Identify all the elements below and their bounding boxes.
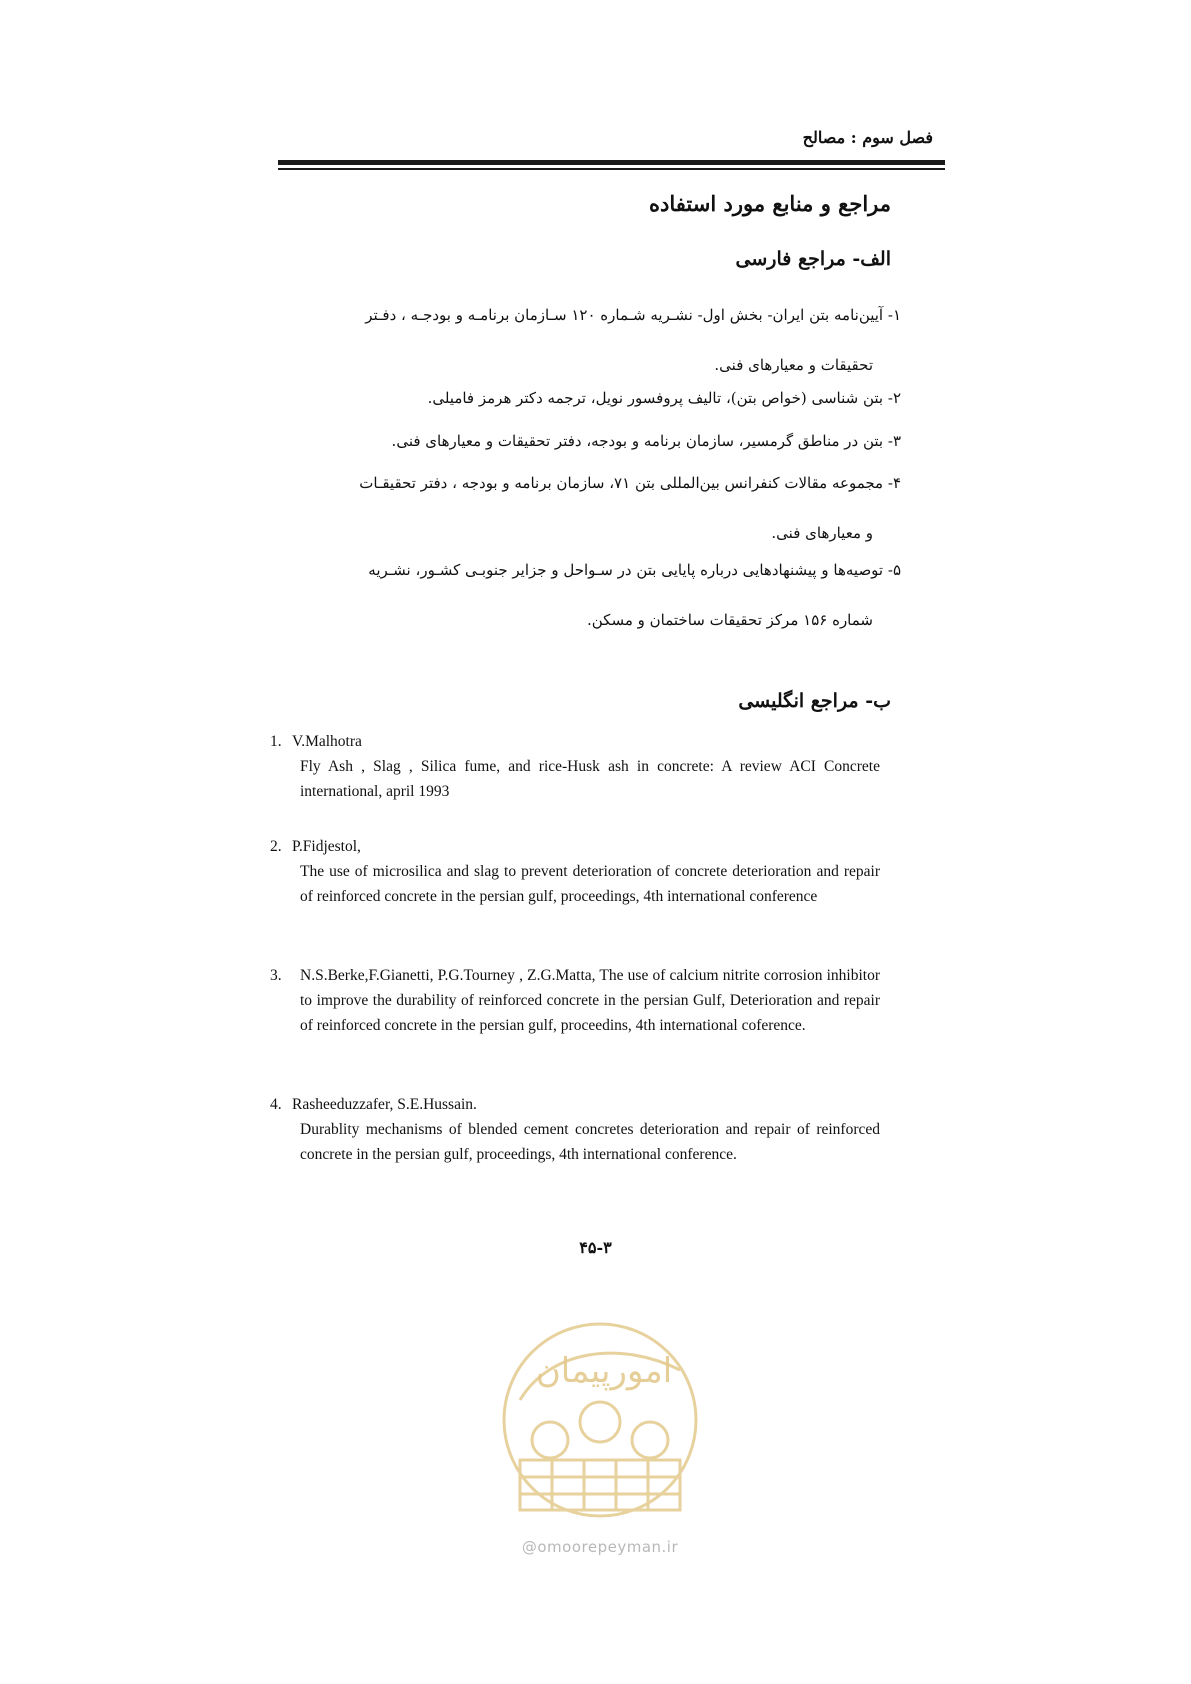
reference-text-continued: شماره ۱۵۶ مرکز تحقیقات ساختمان و مسکن. (586, 611, 873, 629)
references-heading: مراجع و منابع مورد استفاده (649, 191, 891, 216)
reference-body: The use of microsilica and slag to prevent deterioration of concrete deterioration and repair of reinforced concrete in the persian gulf, proceedings, 4th international conference (300, 863, 880, 905)
reference-text: ۴- مجموعه مقالات کنفرانس بین‌المللی بتن ۷۱، سازمان برنامه و بودجه ، دفتر تحقیقـات (359, 474, 901, 492)
reference-text: ۱- آیین‌نامه بتن ایران- بخش اول- نشـریه شـماره ۱۲۰ سـازمان برنامـه و بودجـه ، دفـتر (365, 306, 901, 324)
persian-reference-item (261, 545, 901, 645)
watermark-logo (480, 1310, 720, 1530)
header-rule (278, 160, 945, 172)
watermark-url: @omoorepeyman.ir (521, 1538, 679, 1556)
reference-text: ۳- بتن در مناطق گرمسیر، سازمان برنامه و بودجه، دفتر تحقیقات و معیارهای فنی. (391, 432, 901, 450)
reference-body: Durablity mechanisms of blended cement concretes deterioration and repair of reinforced concrete in the persian gulf, proceedings, 4th international conference. (300, 1121, 880, 1163)
reference-text: ۲- بتن شناسی (خواص بتن)، تالیف پروفسور نویل، ترجمه دکتر هرمز فامیلی. (427, 389, 901, 407)
reference-author: V.Malhotra (292, 733, 362, 750)
reference-text-continued: تحقیقات و معیارهای فنی. (714, 356, 873, 374)
reference-author: Rasheeduzzafer, S.E.Hussain. (292, 1096, 477, 1113)
reference-number: 4. (270, 1096, 282, 1113)
reference-number: 3. (270, 967, 282, 984)
reference-number: 2. (270, 838, 282, 855)
page-number: ۴۵-۳ (579, 1238, 612, 1257)
reference-body: N.S.Berke,F.Gianetti, P.G.Tourney , Z.G.Matta, The use of calcium nitrite corrosion inhibitor to improve the durability of reinforced concrete in the persian Gulf, Deterioration and repair of reinforced concrete in the persian gulf, proceedins, 4th international coference. (300, 967, 880, 1034)
chapter-title: فصل سوم : مصالح (802, 128, 933, 147)
english-reference-item (270, 963, 880, 1038)
english-reference-item (270, 834, 880, 909)
reference-author: P.Fidjestol, (292, 838, 361, 855)
reference-number: 1. (270, 733, 282, 750)
reference-body: Fly Ash , Slag , Silica fume, and rice-Husk ash in concrete: A review ACI Concrete international, april 1993 (300, 758, 880, 800)
reference-text: ۵- توصیه‌ها و پیشنهادهایی درباره پایایی بتن در سـواحل و جزایر جنوبـی کشـور، نشـریه (368, 561, 901, 579)
persian-references-heading: الف- مراجع فارسی (735, 248, 891, 270)
english-reference-item (270, 1092, 880, 1167)
reference-text-continued: و معیارهای فنی. (771, 524, 873, 542)
english-references-heading: ب- مراجع انگلیسی (738, 690, 891, 712)
watermark-logo-text: امورپیمان (535, 1351, 673, 1391)
english-reference-item (270, 729, 880, 804)
persian-reference-item (261, 458, 901, 558)
